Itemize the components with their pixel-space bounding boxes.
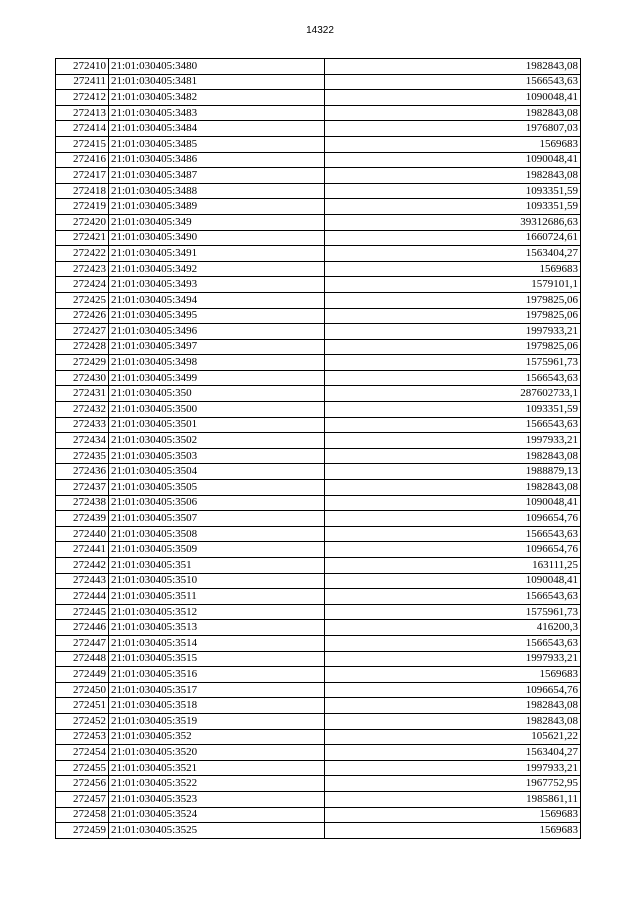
table-row [56,791,581,807]
cadastral-number-cell: 21:01:030405:3504 [109,464,325,480]
table-row [56,277,581,293]
row-number-cell: 272428 [56,339,109,355]
table-row [56,152,581,168]
row-number-cell: 272416 [56,152,109,168]
cadastral-number-cell: 21:01:030405:3502 [109,433,325,449]
table-row [56,729,581,745]
cadastral-value-cell: 1569683 [325,807,581,823]
cadastral-value-cell: 1093351,59 [325,402,581,418]
cadastral-value-cell: 1985861,11 [325,791,581,807]
table-row [56,495,581,511]
table-row [56,682,581,698]
cadastral-number-cell: 21:01:030405:3494 [109,292,325,308]
table-row [56,386,581,402]
row-number-cell: 272430 [56,370,109,386]
table-row [56,635,581,651]
cadastral-value-cell: 1569683 [325,667,581,683]
cadastral-number-cell: 21:01:030405:3507 [109,511,325,527]
table-row [56,807,581,823]
cadastral-number-cell: 21:01:030405:3511 [109,589,325,605]
table-row [56,464,581,480]
cadastral-value-cell: 1569683 [325,136,581,152]
table-row [56,261,581,277]
row-number-cell: 272423 [56,261,109,277]
cadastral-value-table [55,58,581,839]
table-row [56,760,581,776]
table-row [56,713,581,729]
row-number-cell: 272459 [56,823,109,839]
row-number-cell: 272457 [56,791,109,807]
cadastral-number-cell: 21:01:030405:3517 [109,682,325,698]
cadastral-value-cell: 1982843,08 [325,480,581,496]
cadastral-value-cell: 1566543,63 [325,74,581,90]
cadastral-number-cell: 21:01:030405:352 [109,729,325,745]
cadastral-value-cell: 1090048,41 [325,90,581,106]
cadastral-value-cell: 1096654,76 [325,511,581,527]
cadastral-number-cell: 21:01:030405:3488 [109,183,325,199]
cadastral-number-cell: 21:01:030405:3501 [109,417,325,433]
row-number-cell: 272448 [56,651,109,667]
cadastral-value-cell: 1575961,73 [325,604,581,620]
cadastral-value-cell: 1982843,08 [325,105,581,121]
table-row [56,74,581,90]
cadastral-value-cell: 1997933,21 [325,324,581,340]
cadastral-value-cell: 1982843,08 [325,713,581,729]
row-number-cell: 272435 [56,448,109,464]
row-number-cell: 272449 [56,667,109,683]
cadastral-number-cell: 21:01:030405:3521 [109,760,325,776]
table-row [56,121,581,137]
row-number-cell: 272413 [56,105,109,121]
cadastral-value-cell: 1979825,06 [325,308,581,324]
cadastral-number-cell: 21:01:030405:3491 [109,246,325,262]
row-number-cell: 272458 [56,807,109,823]
row-number-cell: 272425 [56,292,109,308]
cadastral-number-cell: 21:01:030405:3498 [109,355,325,371]
row-number-cell: 272456 [56,776,109,792]
table-row [56,511,581,527]
cadastral-value-cell: 105621,22 [325,729,581,745]
cadastral-number-cell: 21:01:030405:3519 [109,713,325,729]
table-row [56,246,581,262]
table-row [56,168,581,184]
row-number-cell: 272418 [56,183,109,199]
table-row [56,667,581,683]
row-number-cell: 272441 [56,542,109,558]
row-number-cell: 272427 [56,324,109,340]
table-row [56,292,581,308]
cadastral-number-cell: 21:01:030405:3509 [109,542,325,558]
cadastral-value-cell: 1566543,63 [325,370,581,386]
cadastral-number-cell: 21:01:030405:3499 [109,370,325,386]
table-row [56,589,581,605]
row-number-cell: 272422 [56,246,109,262]
table-row [56,370,581,386]
cadastral-number-cell: 21:01:030405:3480 [109,59,325,75]
cadastral-number-cell: 21:01:030405:3484 [109,121,325,137]
row-number-cell: 272440 [56,526,109,542]
row-number-cell: 272445 [56,604,109,620]
cadastral-number-cell: 21:01:030405:3487 [109,168,325,184]
page-number: 14322 [306,25,334,36]
row-number-cell: 272447 [56,635,109,651]
row-number-cell: 272436 [56,464,109,480]
cadastral-value-cell: 1090048,41 [325,152,581,168]
table-row [56,105,581,121]
row-number-cell: 272414 [56,121,109,137]
cadastral-value-cell: 1090048,41 [325,495,581,511]
cadastral-number-cell: 21:01:030405:3518 [109,698,325,714]
row-number-cell: 272451 [56,698,109,714]
row-number-cell: 272446 [56,620,109,636]
cadastral-value-cell: 1988879,13 [325,464,581,480]
row-number-cell: 272438 [56,495,109,511]
cadastral-value-cell: 287602733,1 [325,386,581,402]
cadastral-number-cell: 21:01:030405:349 [109,214,325,230]
cadastral-value-cell: 1096654,76 [325,542,581,558]
table-row [56,823,581,839]
cadastral-number-cell: 21:01:030405:3524 [109,807,325,823]
cadastral-value-cell: 1575961,73 [325,355,581,371]
cadastral-value-cell: 1982843,08 [325,698,581,714]
row-number-cell: 272421 [56,230,109,246]
row-number-cell: 272415 [56,136,109,152]
cadastral-value-cell: 1979825,06 [325,339,581,355]
cadastral-number-cell: 21:01:030405:3500 [109,402,325,418]
cadastral-value-cell: 1563404,27 [325,246,581,262]
cadastral-value-cell: 416200,3 [325,620,581,636]
table-row [56,433,581,449]
cadastral-number-cell: 21:01:030405:3508 [109,526,325,542]
row-number-cell: 272412 [56,90,109,106]
cadastral-value-cell: 1979825,06 [325,292,581,308]
cadastral-number-cell: 21:01:030405:3490 [109,230,325,246]
cadastral-number-cell: 21:01:030405:3495 [109,308,325,324]
row-number-cell: 272455 [56,760,109,776]
cadastral-value-cell: 1967752,95 [325,776,581,792]
cadastral-number-cell: 21:01:030405:3512 [109,604,325,620]
cadastral-value-cell: 1569683 [325,823,581,839]
table-row [56,448,581,464]
row-number-cell: 272450 [56,682,109,698]
cadastral-number-cell: 21:01:030405:3513 [109,620,325,636]
cadastral-number-cell: 21:01:030405:3482 [109,90,325,106]
table-row [56,620,581,636]
cadastral-number-cell: 21:01:030405:3503 [109,448,325,464]
table-row [56,339,581,355]
cadastral-value-cell: 1090048,41 [325,573,581,589]
table-row [56,651,581,667]
row-number-cell: 272411 [56,74,109,90]
table-row [56,402,581,418]
table-row [56,573,581,589]
cadastral-number-cell: 21:01:030405:3514 [109,635,325,651]
cadastral-number-cell: 21:01:030405:3483 [109,105,325,121]
cadastral-value-cell: 39312686,63 [325,214,581,230]
cadastral-number-cell: 21:01:030405:3505 [109,480,325,496]
cadastral-value-cell: 1566543,63 [325,417,581,433]
cadastral-number-cell: 21:01:030405:3485 [109,136,325,152]
row-number-cell: 272420 [56,214,109,230]
row-number-cell: 272443 [56,573,109,589]
cadastral-number-cell: 21:01:030405:3486 [109,152,325,168]
row-number-cell: 272434 [56,433,109,449]
table-row [56,558,581,574]
cadastral-number-cell: 21:01:030405:3493 [109,277,325,293]
cadastral-number-cell: 21:01:030405:3481 [109,74,325,90]
row-number-cell: 272419 [56,199,109,215]
cadastral-number-cell: 21:01:030405:3515 [109,651,325,667]
table-row [56,604,581,620]
cadastral-value-cell: 1566543,63 [325,589,581,605]
cadastral-value-cell: 1982843,08 [325,59,581,75]
cadastral-value-cell: 1566543,63 [325,526,581,542]
row-number-cell: 272453 [56,729,109,745]
table-row [56,542,581,558]
table-row [56,230,581,246]
table-row [56,199,581,215]
row-number-cell: 272442 [56,558,109,574]
cadastral-number-cell: 21:01:030405:351 [109,558,325,574]
cadastral-value-cell: 1093351,59 [325,199,581,215]
cadastral-value-cell: 1093351,59 [325,183,581,199]
cadastral-value-cell: 1563404,27 [325,745,581,761]
row-number-cell: 272410 [56,59,109,75]
row-number-cell: 272437 [56,480,109,496]
table-row [56,745,581,761]
cadastral-number-cell: 21:01:030405:3492 [109,261,325,277]
row-number-cell: 272424 [56,277,109,293]
table-row [56,214,581,230]
cadastral-value-cell: 1982843,08 [325,168,581,184]
table-row [56,183,581,199]
table-row [56,776,581,792]
table-row [56,480,581,496]
cadastral-number-cell: 21:01:030405:3520 [109,745,325,761]
cadastral-number-cell: 21:01:030405:350 [109,386,325,402]
cadastral-number-cell: 21:01:030405:3496 [109,324,325,340]
row-number-cell: 272429 [56,355,109,371]
cadastral-value-cell: 1569683 [325,261,581,277]
cadastral-number-cell: 21:01:030405:3525 [109,823,325,839]
cadastral-number-cell: 21:01:030405:3497 [109,339,325,355]
cadastral-value-cell: 1096654,76 [325,682,581,698]
table-row [56,324,581,340]
table-row [56,308,581,324]
row-number-cell: 272454 [56,745,109,761]
row-number-cell: 272417 [56,168,109,184]
cadastral-value-cell: 163111,25 [325,558,581,574]
table-row [56,526,581,542]
cadastral-number-cell: 21:01:030405:3489 [109,199,325,215]
row-number-cell: 272444 [56,589,109,605]
cadastral-number-cell: 21:01:030405:3510 [109,573,325,589]
table-row [56,355,581,371]
row-number-cell: 272452 [56,713,109,729]
cadastral-value-cell: 1566543,63 [325,635,581,651]
cadastral-number-cell: 21:01:030405:3523 [109,791,325,807]
row-number-cell: 272439 [56,511,109,527]
cadastral-value-cell: 1579101,1 [325,277,581,293]
cadastral-value-cell: 1982843,08 [325,448,581,464]
cadastral-value-cell: 1976807,03 [325,121,581,137]
cadastral-value-cell: 1660724,61 [325,230,581,246]
cadastral-value-cell: 1997933,21 [325,651,581,667]
cadastral-number-cell: 21:01:030405:3506 [109,495,325,511]
table-row [56,90,581,106]
table-body [56,59,581,839]
cadastral-number-cell: 21:01:030405:3516 [109,667,325,683]
cadastral-value-cell: 1997933,21 [325,760,581,776]
table-row [56,698,581,714]
cadastral-value-cell: 1997933,21 [325,433,581,449]
row-number-cell: 272432 [56,402,109,418]
row-number-cell: 272426 [56,308,109,324]
table-row [56,59,581,75]
row-number-cell: 272431 [56,386,109,402]
table-row [56,417,581,433]
table-row [56,136,581,152]
cadastral-number-cell: 21:01:030405:3522 [109,776,325,792]
row-number-cell: 272433 [56,417,109,433]
